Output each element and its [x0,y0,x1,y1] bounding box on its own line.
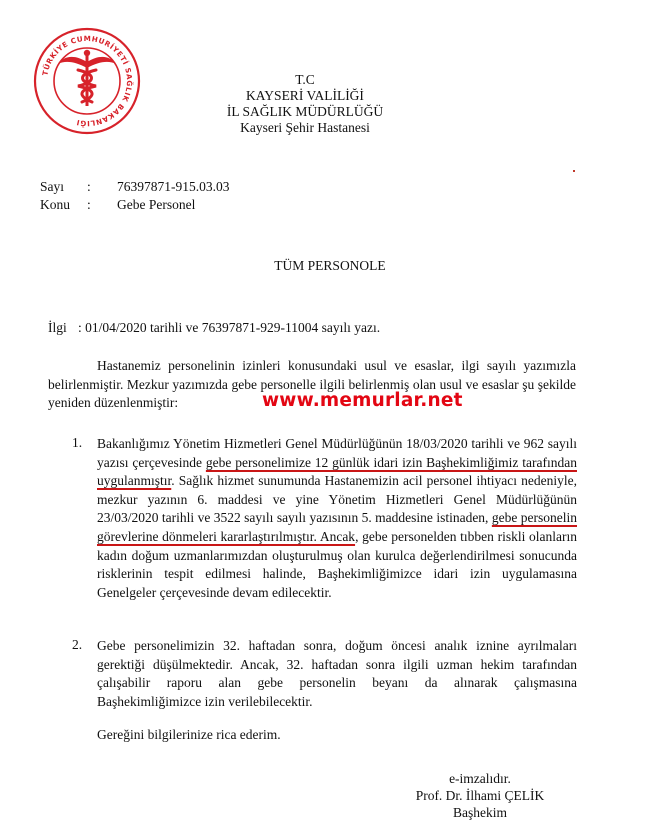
intro-paragraph: Hastanemiz personelinin izinleri konusundaki usul ve esaslar, ilgi sayılı yazımızla belirlenmiştir. Mezkur yazımızda gebe personelle ilgili belirlenmiş olan usul ve esaslar şu şekilde yeniden düzenlenmiştir: [48,358,576,411]
document-title: TÜM PERSONOLE [274,258,386,273]
item-2-paragraph: Gebe personelimizin 32. haftadan sonra, doğum öncesi analık iznine ayrılmaları gerektiği düşülmektedir. Ancak, 32. haftadan sonra ilgili uzman hekim tarafından çalışabilir raporu alan gebe personelin beyanı da alınarak çalışmasına Başhekimliğimizce izin verilebilecektir. [97,638,577,709]
e-signature-note: e-imzalıdır. [449,771,511,786]
item-2-number: 2. [72,637,83,652]
sayi-label: Sayı [40,179,65,194]
item-1-text-b: . Sağlık hizmet sunumunda Hastanemizin acil personel ihtiyacı nedeniyle, mezkur yazının 6. maddesi ve yine Yönetim Hizmetleri Genel Müdürlüğünün 23/03/2020 tarihli ve 3522 sayılı sayılı yazısının 5. maddesine istinaden, [97,473,577,526]
item-1-underlined-a: gebe personelimize 12 günlük idari izin Başhekimliğimiz tarafından uygulanmıştır [97,454,577,489]
sayi-value: 76397871-915.03.03 [117,179,230,194]
watermark-link[interactable]: www.memurlar.net [262,390,463,411]
sayi-colon: : [87,179,91,194]
konu-label: Konu [40,197,70,212]
header-line-mudurluk: İL SAĞLIK MÜDÜRLÜĞÜ [226,104,384,119]
ilgi-row [48,320,380,336]
signature-block [400,770,560,821]
item-1-number: 1. [72,435,83,450]
konu-value: Gebe Personel [117,197,196,212]
item-1-paragraph [97,435,577,602]
closing-line: Gereğini bilgilerinize rica ederim. [97,727,281,742]
signatory-name: Prof. Dr. İlhami ÇELİK [415,788,545,803]
letterhead [170,72,440,136]
header-line-hastane: Kayseri Şehir Hastanesi [240,120,370,135]
ministry-seal-icon [32,26,142,136]
stray-mark [573,170,575,172]
konu-row [40,196,230,214]
sayi-row [40,178,230,196]
item-1-underlined-b: gebe personelin görevlerine dönmeleri kararlaştırılmıştır. Ancak [97,510,577,544]
ilgi-value: : 01/04/2020 tarihli ve 76397871-929-11004 sayılı yazı. [78,320,381,335]
header-line-tc: T.C [295,72,315,87]
item-1-text-a: Bakanlığımız Yönetim Hizmetleri Genel Müdürlüğünün 18/03/2020 tarihli ve 962 sayılı yazısı çerçevesinde [97,436,577,470]
signatory-title: Başhekim [453,805,507,820]
ilgi-label: İlgi [48,320,67,335]
reference-block [40,178,230,214]
konu-colon: : [87,197,91,212]
item-1-text-c: , gebe personelden tıbben riskli olanların kadın doğum uzmanlarımızdan oluşturulmuş olan kurulca değerlendirilmesi sonucunda risklerinin tespit edilmesi halinde, Başhekimliğimizce idari izin uygulamasına Genelgeler çerçevesinde devam edilecektir. [97,528,577,600]
header-line-valilik: KAYSERİ VALİLİĞİ [246,88,364,103]
svg-text:TÜRKİYE CUMHURİYETİ SAĞLIK BAK: TÜRKİYE CUMHURİYETİ SAĞLIK BAKANLIĞI [40,33,135,129]
